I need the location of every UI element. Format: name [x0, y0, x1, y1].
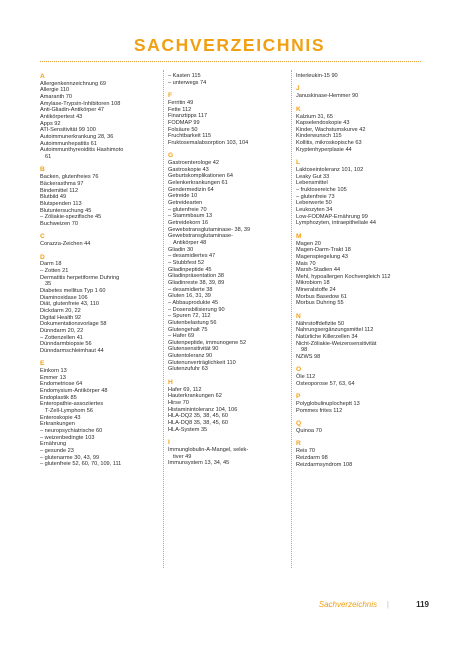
index-entry: Corazza-Zeichen 44	[40, 241, 91, 248]
index-entry: FODMAP 99	[168, 119, 200, 126]
index-entry: Dermatitis herpetiforme Duhring	[40, 274, 120, 281]
index-letter-heading: G	[168, 152, 174, 160]
index-letter-heading: F	[168, 92, 173, 100]
index-entry: Kalzium 31, 65	[296, 113, 334, 120]
index-entry: Dickdarm 20, 22	[40, 307, 81, 314]
index-section	[296, 106, 420, 154]
index-entry: Morbus Duhring 55	[296, 300, 344, 307]
index-entry: Gastroskopie 43	[168, 166, 209, 173]
index-entry: – glutenarme 30, 43, 99	[40, 454, 100, 461]
index-entry: Kollitis, mikroskopische 63	[296, 140, 362, 147]
index-entry: – glutenfreie 52, 60, 70, 109, 111	[40, 461, 122, 468]
index-entry: Fette 112	[168, 106, 192, 113]
index-entry: Gluten 16, 31, 39	[168, 293, 211, 300]
index-entry: Amaranth 70	[40, 94, 73, 101]
index-entry: Osteoporose 57, 63, 64	[296, 380, 355, 387]
index-entry: 61	[45, 154, 52, 161]
page-title: SACHVERZEICHNIS	[133, 35, 326, 55]
index-letter-heading: Q	[296, 420, 302, 428]
index-entry: Magen-Darm-Trakt 18	[296, 247, 351, 254]
index-section	[40, 166, 164, 227]
index-section	[40, 233, 164, 247]
index-entry: Ferritin 49	[168, 99, 194, 106]
index-entry: Kapselendoskopie 43	[296, 120, 350, 127]
index-entry: Antikörper 48	[173, 239, 207, 246]
index-entry: Allergenkennzeichnung 69	[40, 80, 106, 87]
index-entry: Dünndarmschleimhaut 44	[40, 347, 104, 354]
index-entry: Mineralstoffe 24	[296, 287, 336, 294]
index-entry: Autoimmunhepatitis 61	[40, 140, 97, 147]
index-entry: Öle 112	[296, 374, 316, 381]
index-entry: Mikrobiom 18	[296, 280, 330, 287]
index-section	[296, 73, 420, 80]
index-section	[296, 440, 420, 468]
index-entry: Autoimmunerkrankung 28, 36	[40, 134, 114, 141]
index-entry: – glutenfreie 73	[296, 193, 335, 200]
index-entry: Erkrankungen	[40, 421, 75, 428]
index-section	[296, 85, 420, 99]
index-entry: Leberwerte 50	[296, 200, 332, 207]
index-section	[296, 420, 420, 434]
index-entry: Dünndarm 20, 22	[40, 327, 84, 334]
index-letter-heading: R	[296, 440, 301, 448]
index-entry: HLA-DQ8 35, 38, 45, 60	[168, 419, 229, 426]
index-entry: Gliadinpeptide 45	[168, 266, 212, 273]
index-entry: – Stubbfest 52	[168, 259, 205, 266]
column-divider	[163, 70, 164, 568]
index-letter-heading: J	[296, 85, 300, 93]
index-entry: Gewebstransglutaminase-	[168, 233, 233, 240]
index-section	[296, 366, 420, 387]
index-entry: Glutengehalt 75	[168, 326, 208, 333]
index-entry: – weizenbedingte 103	[40, 434, 95, 441]
index-entry: Leaky Gut 33	[296, 173, 330, 180]
index-entry: – neuropsychiatrische 60	[40, 428, 103, 435]
index-entry: 35	[45, 281, 52, 288]
index-entry: ATI-Sensitivität 99 100	[40, 127, 96, 134]
index-entry: – Zöliakie-spezifische 45	[40, 214, 102, 221]
index-entry: Low-FODMAP-Ernährung 99	[296, 213, 368, 220]
index-entry: – Stammbaum 13	[168, 213, 213, 220]
index-entry: Immunsystem 13, 34, 45	[168, 460, 230, 467]
index-column-3	[296, 73, 420, 474]
index-section	[296, 233, 420, 307]
index-entry: Glutenzufuhr 63	[168, 366, 208, 373]
index-column-1	[40, 73, 164, 474]
index-entry: Natürliche Killerzellen 34	[296, 334, 358, 340]
index-entry: Autoimmunthyreoiditis Hashimoto	[40, 147, 124, 154]
index-section	[40, 73, 164, 161]
index-entry: Magen 20	[296, 240, 321, 247]
index-entry: Diät, glutenfreie 43, 110	[40, 301, 99, 308]
index-entry: Hafer 69, 112	[168, 386, 202, 393]
index-entry: – fruktosereiche 105	[296, 187, 347, 193]
index-entry: Antikörpertest 43	[40, 114, 83, 121]
index-letter-heading: M	[296, 232, 302, 240]
index-entry: Januskinase-Hemmer 90	[296, 93, 359, 100]
index-entry: Emmer 13	[40, 374, 66, 381]
index-entry: Enteropathie-assoziiertes	[40, 401, 104, 408]
index-letter-heading: B	[40, 166, 45, 174]
index-section	[168, 439, 292, 467]
index-entry: Reizdarmsyndrom 108	[296, 461, 353, 468]
index-entry: Morbus Basedow 61	[296, 293, 347, 300]
index-entry: Laktoseintoleranz 101, 102	[296, 167, 364, 174]
index-entry: Blutbild 49	[40, 194, 67, 201]
index-entry: Glutentoleranz 90	[168, 353, 213, 360]
index-entry: Mehl, hypoallergen Kochvergleich 112	[296, 273, 391, 280]
index-letter-heading: C	[40, 233, 45, 241]
index-entry: Diaminoxidase 106	[40, 294, 88, 301]
index-entry: Finanztipps 117	[168, 113, 208, 120]
index-entry: Mais 70	[296, 260, 316, 267]
index-entry: Enteroskopie 43	[40, 414, 81, 421]
index-entry: Gliadinpräsentation 38	[168, 273, 224, 280]
index-entry: Endometriose 64	[40, 381, 83, 388]
index-entry: NZWS 98	[296, 353, 321, 360]
index-entry: Histaminintoleranz 104, 106	[168, 406, 238, 413]
index-entry: Buchweizen 70	[40, 220, 78, 227]
index-entry: Leukozyten 34	[296, 206, 333, 213]
title-divider	[40, 61, 421, 62]
index-entry: Einkorn 13	[40, 368, 67, 375]
index-entry: tiver 49	[173, 453, 192, 460]
index-entry: 98	[301, 347, 308, 354]
index-entry: – desamidierte 38	[168, 286, 213, 293]
index-entry: – Spuren 72, 112	[168, 313, 211, 320]
index-entry: Glutenpeptide, immunogene 52	[168, 339, 247, 346]
index-entry: Fruchtbarkeit 115	[168, 133, 212, 140]
index-entry: Hirse 70	[168, 400, 189, 406]
index-entry: Gastroenterologe 42	[168, 160, 219, 167]
index-letter-heading: N	[296, 312, 301, 320]
index-entry: HLA-DQ2 35, 38, 45, 60	[168, 413, 229, 420]
index-section	[168, 152, 292, 373]
index-entry: – Kasten 115	[168, 73, 201, 79]
index-entry: – Abbauprodukte 45	[168, 299, 219, 306]
index-section	[296, 313, 420, 361]
index-entry: Glutenunverträglichkeit 110	[168, 359, 236, 366]
index-entry: – Zotten 21	[40, 268, 69, 275]
index-section	[296, 159, 420, 227]
index-section	[40, 254, 164, 355]
index-entry: Pommes frites 112	[296, 407, 343, 414]
index-entry: Bindemittel 112	[40, 187, 79, 194]
index-entry: Glutenbelastung 56	[168, 319, 217, 326]
footer-section-title: Sachverzeichnis	[318, 600, 377, 609]
index-entry: Glutensensitivität 90	[168, 346, 219, 353]
index-section	[168, 92, 292, 146]
index-entry: Nicht-Zöliakie-Weizensensitivität	[296, 340, 377, 347]
index-section	[296, 393, 420, 414]
index-entry: Polyglobulinuplocheptt 13	[296, 401, 360, 408]
index-entry: – Hafer 69	[168, 333, 195, 340]
index-entry: Getreidearten	[168, 200, 203, 207]
index-letter-heading: L	[296, 159, 301, 167]
index-entry: – Zottenzellen 41	[40, 334, 83, 341]
index-entry: Gliadin 30	[168, 246, 194, 253]
index-entry: Gelenkerkrankungen 61	[168, 180, 228, 187]
index-entry: Gewebstransglutaminase- 38, 39	[168, 226, 251, 233]
index-letter-heading: K	[296, 105, 301, 113]
index-section	[168, 73, 292, 86]
index-entry: Quinoa 70	[296, 428, 322, 435]
index-entry: Reis 70	[296, 448, 315, 455]
index-entry: – glutenfreie 70	[168, 206, 207, 213]
index-entry: Gliadinreste 38, 39, 89	[168, 279, 225, 286]
index-letter-heading: E	[40, 360, 45, 368]
index-entry: Darm 18	[40, 261, 62, 268]
index-entry: Kinder, Wachstumskurve 42	[296, 126, 366, 133]
index-entry: Reizdarm 98	[296, 454, 328, 461]
index-section	[168, 379, 292, 433]
index-entry: Nahrungsergänzungsmittel 112	[296, 327, 374, 334]
index-entry: – gesunde 23	[40, 448, 74, 455]
index-entry: Apps 92	[40, 120, 61, 127]
index-entry: Digital Health 92	[40, 314, 82, 321]
index-entry: Interleukin-15 90	[296, 73, 338, 79]
index-letter-heading: I	[168, 439, 170, 447]
page-footer	[250, 600, 429, 620]
column-divider	[291, 70, 292, 568]
index-entry: Endomysium-Antikörper 48	[40, 388, 108, 395]
index-entry: Amylase-Trypsin-Inhibitoren 108	[40, 100, 121, 107]
index-entry: Getreidekorn 16	[168, 220, 209, 226]
index-entry: Dünndarmbiopsie 56	[40, 341, 92, 348]
index-entry: – Dosensbilisierung 90	[168, 306, 225, 313]
footer-separator: |	[386, 600, 389, 609]
index-entry: Allergie 110	[40, 87, 70, 94]
index-letter-heading: D	[40, 253, 45, 261]
index-entry: Hauterkrankungen 62	[168, 393, 222, 400]
index-entry: Fruktosemalabsorption 103, 104	[168, 139, 249, 146]
index-column-2	[168, 73, 292, 473]
index-letter-heading: A	[40, 73, 45, 80]
index-section	[40, 360, 164, 468]
index-entry: Kryptenhyperplasie 44	[296, 146, 352, 153]
index-entry: Geburtskomplikationen 64	[168, 173, 233, 180]
index-entry: Gendermedizin 64	[168, 186, 214, 193]
index-entry: – unterwegs 74	[168, 79, 207, 86]
index-entry: Ernährung	[40, 441, 67, 448]
index-entry: Blutspenden 113	[40, 200, 82, 207]
index-entry: Lymphozyten, intraepitheliale 44	[296, 220, 377, 227]
index-letter-heading: P	[296, 393, 301, 401]
index-entry: Backen, glutenfreies 76	[40, 174, 99, 181]
index-entry: Nährstoffdefizite 50	[296, 320, 345, 327]
index-entry: – desamidiertes 47	[168, 253, 216, 260]
index-letter-heading: H	[168, 378, 173, 386]
page-number: 119	[416, 600, 429, 609]
index-entry: Bäckerasthma 97	[40, 180, 84, 187]
index-entry: Magenspiegelung 43	[296, 253, 348, 260]
index-entry: Marsh-Stadien 44	[296, 267, 341, 274]
index-entry: Endoplastik 85	[40, 394, 77, 401]
index-letter-heading: O	[296, 366, 302, 374]
index-entry: Anti-Gliadin-Antikörper 47	[40, 107, 105, 114]
index-entry: Lebensmittel	[296, 180, 328, 187]
index-entry: Kinderwunsch 115	[296, 133, 342, 140]
index-entry: HLA-System 35	[168, 426, 208, 433]
index-entry: Immunglobulin-A-Mangel, selek-	[168, 446, 249, 453]
index-entry: T-Zell-Lymphom 56	[45, 408, 93, 415]
index-entry: Dokumentationsvorlage 58	[40, 321, 107, 328]
index-entry: Diabetes mellitus Typ 1 60	[40, 287, 106, 294]
index-entry: Blutuntersuchung 45	[40, 207, 92, 214]
index-entry: Getreide 10	[168, 193, 198, 200]
index-entry: Folsäure 50	[168, 126, 198, 133]
